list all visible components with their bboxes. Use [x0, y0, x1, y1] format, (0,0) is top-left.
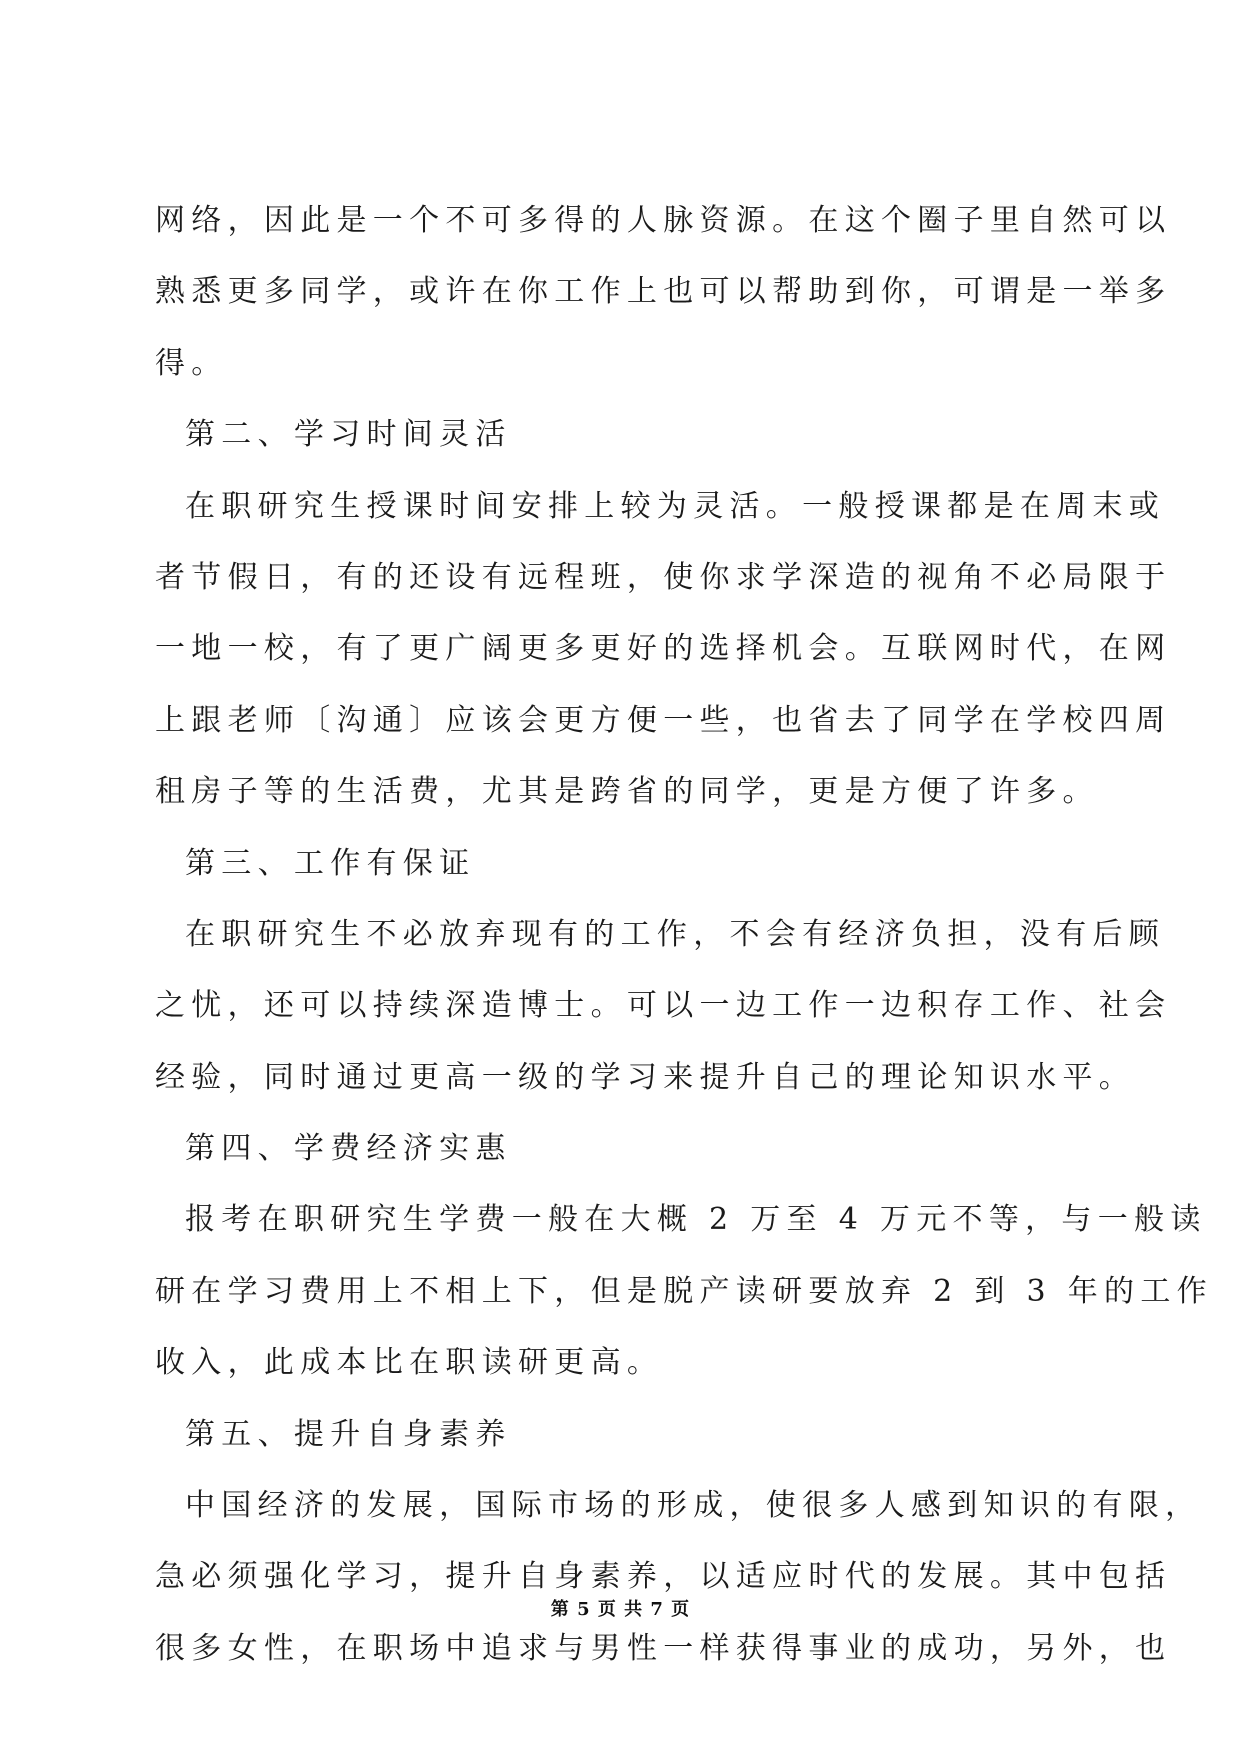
paragraph-line-indented: 在职研究生授课时间安排上较为灵活。一般授课都是在周末或 [185, 488, 1166, 524]
paragraph-line: 很多女性，在职场中追求与男性一样获得事业的成功，另外，也 [155, 1630, 1172, 1666]
document-body [155, 185, 1213, 1684]
page-number-footer: 第 5 页 共 7 页 [550, 1599, 691, 1620]
paragraph-line: 经验，同时通过更高一级的学习来提升自己的理论知识水平。 [155, 1059, 1136, 1095]
paragraph-line-indented: 第二、学习时间灵活 [185, 417, 512, 453]
paragraph-line-indented: 第五、提升自身素养 [185, 1416, 512, 1452]
paragraph-line: 熟悉更多同学，或许在你工作上也可以帮助到你，可谓是一举多 [155, 274, 1172, 310]
paragraph-line-indented: 在职研究生不必放弃现有的工作，不会有经济负担，没有后顾 [185, 916, 1166, 952]
paragraph-line: 租房子等的生活费，尤其是跨省的同学，更是方便了许多。 [155, 774, 1099, 810]
paragraph-line-indented: 第四、学费经济实惠 [185, 1131, 512, 1167]
paragraph-line: 网络，因此是一个不可多得的人脉资源。在这个圈子里自然可以 [155, 203, 1172, 238]
paragraph-line: 收入，此成本比在职读研更高。 [155, 1345, 664, 1381]
paragraph-line: 急必须强化学习，提升自身素养，以适应时代的发展。其中包括 [155, 1559, 1172, 1595]
paragraph-line: 得。 [155, 345, 228, 381]
paragraph-line: 之忧，还可以持续深造博士。可以一边工作一边积存工作、社会 [155, 988, 1172, 1024]
paragraph-line: 者节假日，有的还设有远程班，使你求学深造的视角不必局限于 [155, 559, 1172, 595]
paragraph-line-indented: 中国经济的发展，国际市场的形成，使很多人感到知识的有限， [185, 1488, 1202, 1524]
paragraph-line-indented: 报考在职研究生学费一般在大概 2 万至 4 万元不等，与一般读 [185, 1202, 1207, 1238]
paragraph-line-indented: 第三、工作有保证 [185, 845, 476, 881]
paragraph-line: 研在学习费用上不相上下，但是脱产读研要放弃 2 到 3 年的工作 [155, 1273, 1213, 1309]
paragraph-line: 上跟老师〔沟通〕应该会更方便一些，也省去了同学在学校四周 [155, 702, 1172, 738]
paragraph-line: 一地一校，有了更广阔更多更好的选择机会。互联网时代，在网 [155, 631, 1172, 667]
